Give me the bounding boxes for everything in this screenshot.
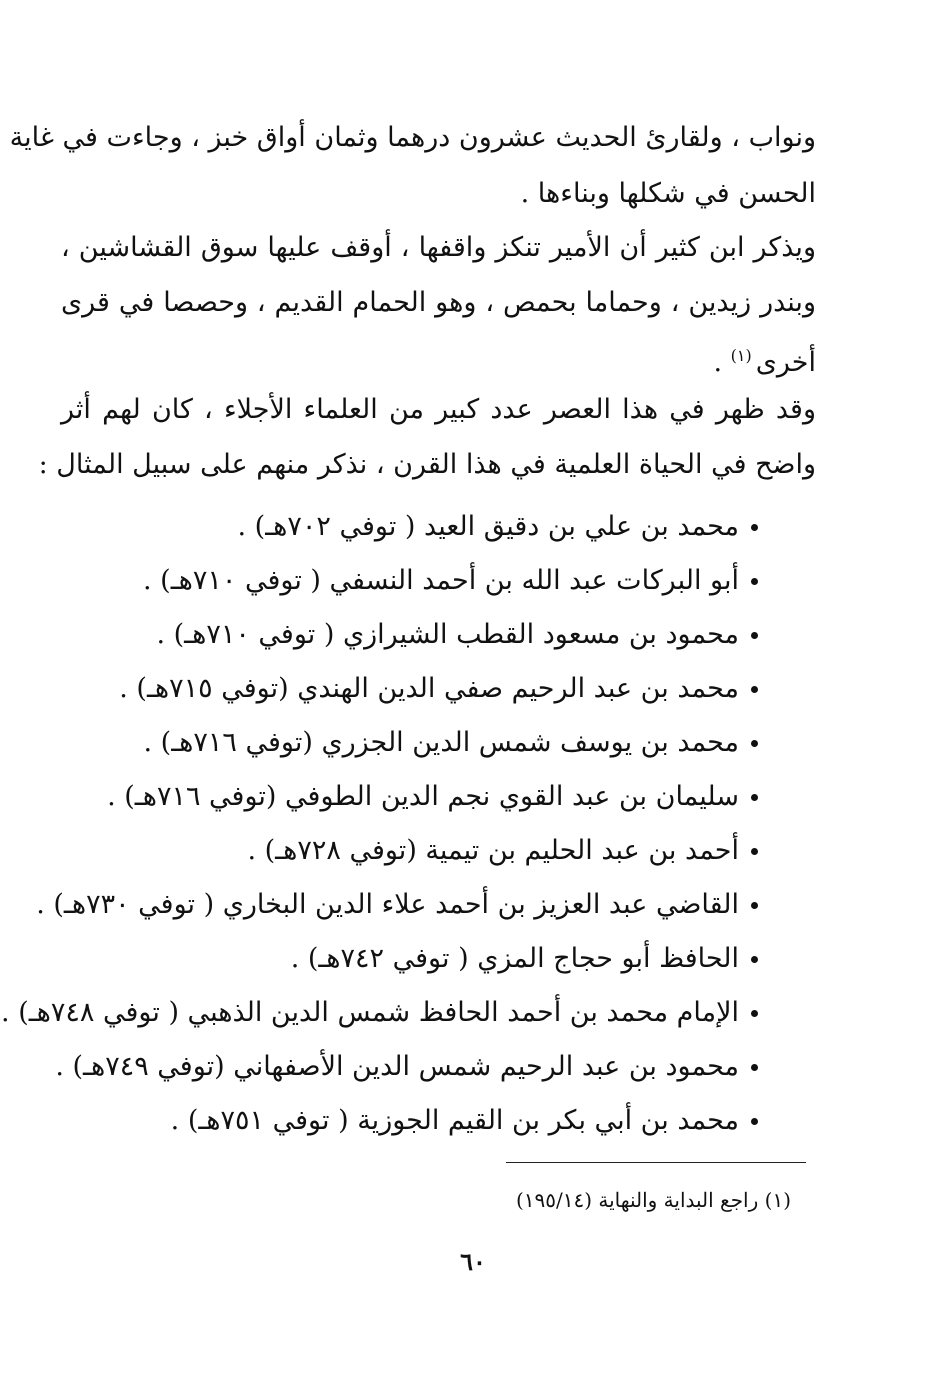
list-item-text: محمد بن يوسف شمس الدين الجزري (توفي ٧١٦هـ) . [143, 727, 739, 758]
bullet-icon [751, 1064, 758, 1071]
list-item [1, 770, 758, 824]
list-item [1, 716, 758, 770]
paragraph-2-line-3-text: أخرى [755, 347, 816, 378]
bullet-icon [751, 848, 758, 855]
list-item [1, 1040, 758, 1094]
list-item-text: محمد بن أبي بكر بن القيم الجوزية ( توفي ٧٥١هـ) . [170, 1105, 739, 1136]
list-item-text: محمود بن عبد الرحيم شمس الدين الأصفهاني (توفي ٧٤٩هـ) . [55, 1051, 739, 1082]
list-item-text: أبو البركات عبد الله بن أحمد النسفي ( توفي ٧١٠هـ) . [143, 565, 739, 596]
bullet-icon [751, 1118, 758, 1125]
bullet-icon [751, 686, 758, 693]
list-item [1, 824, 758, 878]
paragraph-2-line-2: وبندر زيدين ، وحماما بحمص ، وهو الحمام القديم ، وحصصا في قرى [61, 287, 816, 318]
list-item [1, 986, 758, 1040]
list-item [1, 608, 758, 662]
paragraph-2-line-3 [714, 336, 817, 376]
bullet-icon [751, 956, 758, 963]
scholars-list [1, 500, 758, 1148]
list-item [1, 932, 758, 986]
paragraph-1-line-2: الحسن في شكلها وبناءها . [520, 178, 816, 209]
bullet-icon [751, 794, 758, 801]
list-item-text: محمد بن علي بن دقيق العيد ( توفي ٧٠٢هـ) . [237, 511, 739, 542]
list-item [1, 554, 758, 608]
list-item-text: أحمد بن عبد الحليم بن تيمية (توفي ٧٢٨هـ) . [247, 835, 739, 866]
bullet-icon [751, 524, 758, 531]
bullet-icon [751, 632, 758, 639]
page-number: ٦٠ [460, 1247, 486, 1276]
bullet-icon [751, 740, 758, 747]
list-item-text: محمود بن مسعود القطب الشيرازي ( توفي ٧١٠هـ) . [156, 619, 739, 650]
list-item-text: القاضي عبد العزيز بن أحمد علاء الدين البخاري ( توفي ٧٣٠هـ) . [36, 889, 739, 920]
list-item [1, 878, 758, 932]
list-item-text: محمد بن عبد الرحيم صفي الدين الهندي (توفي ٧١٥هـ) . [119, 673, 739, 704]
list-item-text: الحافظ أبو حجاج المزي ( توفي ٧٤٢هـ) . [290, 943, 739, 974]
bullet-icon [751, 1010, 758, 1017]
list-item-text: سليمان بن عبد القوي نجم الدين الطوفي (توفي ٧١٦هـ) . [107, 781, 739, 812]
bullet-icon [751, 578, 758, 585]
list-item [1, 1094, 758, 1148]
paragraph-3-line-1: وقد ظهر في هذا العصر عدد كبير من العلماء الأجلاء ، كان لهم أثر [61, 394, 816, 425]
footnote: (١) راجع البداية والنهاية (١٩٥/١٤) [515, 1188, 791, 1212]
footnote-reference[interactable]: (١) [730, 346, 752, 365]
list-item-text: الإمام محمد بن أحمد الحافظ شمس الدين الذهبي ( توفي ٧٤٨هـ) . [1, 997, 739, 1028]
footnote-divider [506, 1162, 806, 1163]
paragraph-3-line-2: واضح في الحياة العلمية في هذا القرن ، نذكر منهم على سبيل المثال : [38, 449, 816, 480]
bullet-icon [751, 902, 758, 909]
paragraph-2-line-3-end: . [713, 347, 731, 378]
paragraph-2-line-1: ويذكر ابن كثير أن الأمير تنكز واقفها ، أوقف عليها سوق القشاشين ، [61, 232, 816, 263]
paragraph-1-line-1: ونواب ، ولقارئ الحديث عشرون درهما وثمان أواق خبز ، وجاءت في غاية [9, 122, 816, 153]
list-item [1, 662, 758, 716]
list-item [1, 500, 758, 554]
